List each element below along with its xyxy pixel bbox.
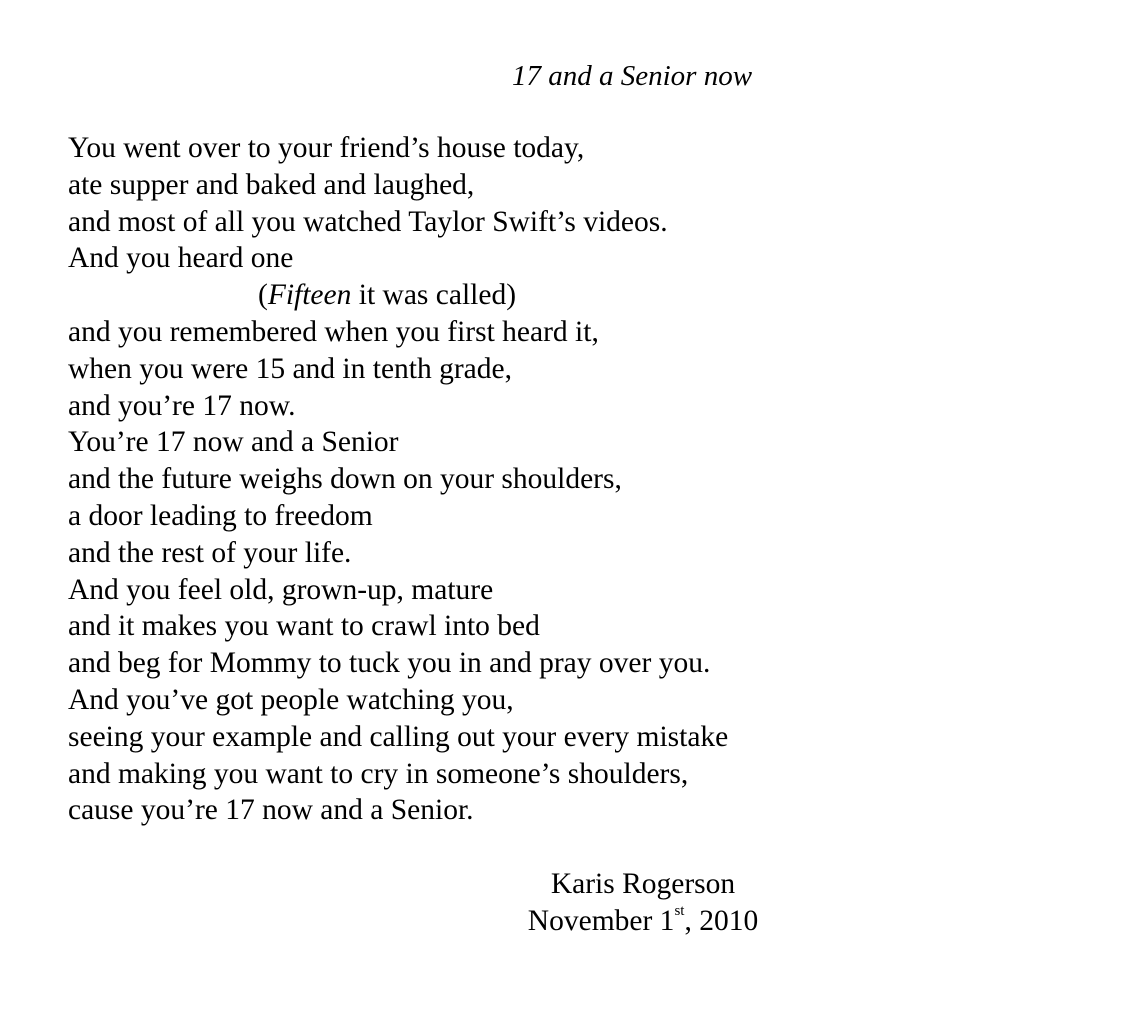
- poem-body: [68, 130, 1068, 829]
- song-title: Fifteen: [267, 279, 352, 312]
- poem-line: and most of all you watched Taylor Swift’s videos.: [68, 205, 668, 238]
- poem-line: and making you want to cry in someone’s shoulders,: [68, 757, 689, 790]
- poem-line: and the rest of your life.: [68, 536, 352, 569]
- author-name: Karis Rogerson: [550, 868, 736, 900]
- poem-line: And you heard one: [68, 242, 294, 275]
- poem-date: [468, 903, 818, 940]
- poem-line: and beg for Mommy to tuck you in and pray over you.: [68, 647, 711, 680]
- date-suffix: st: [674, 903, 685, 919]
- aside-rest: it was called): [351, 279, 517, 312]
- aside-open-paren: (: [258, 279, 268, 312]
- poem-line: when you were 15 and in tenth grade,: [68, 352, 512, 385]
- poem-line: cause you’re 17 now and a Senior.: [68, 794, 474, 827]
- poem-line: You’re 17 now and a Senior: [68, 426, 399, 459]
- poem-line: and it makes you want to crawl into bed: [68, 610, 540, 643]
- poem-line: You went over to your friend’s house today,: [68, 132, 585, 164]
- signature-block: [468, 866, 818, 940]
- poem-line: ate supper and baked and laughed,: [68, 168, 475, 201]
- date-year: , 2010: [684, 905, 759, 937]
- date-day: November 1: [527, 905, 675, 937]
- poem-line: and you’re 17 now.: [68, 389, 296, 422]
- poem-line: And you feel old, grown-up, mature: [68, 573, 494, 606]
- poem-line-aside: [68, 277, 1068, 314]
- poem-line: And you’ve got people watching you,: [68, 683, 514, 716]
- poem-line: and you remembered when you first heard it,: [68, 315, 599, 348]
- poem-line: seeing your example and calling out your every mistake: [68, 720, 729, 753]
- poem-title: 17 and a Senior now: [512, 60, 753, 92]
- poem-line: and the future weighs down on your shoulders,: [68, 463, 622, 496]
- poem-line: a door leading to freedom: [68, 499, 373, 532]
